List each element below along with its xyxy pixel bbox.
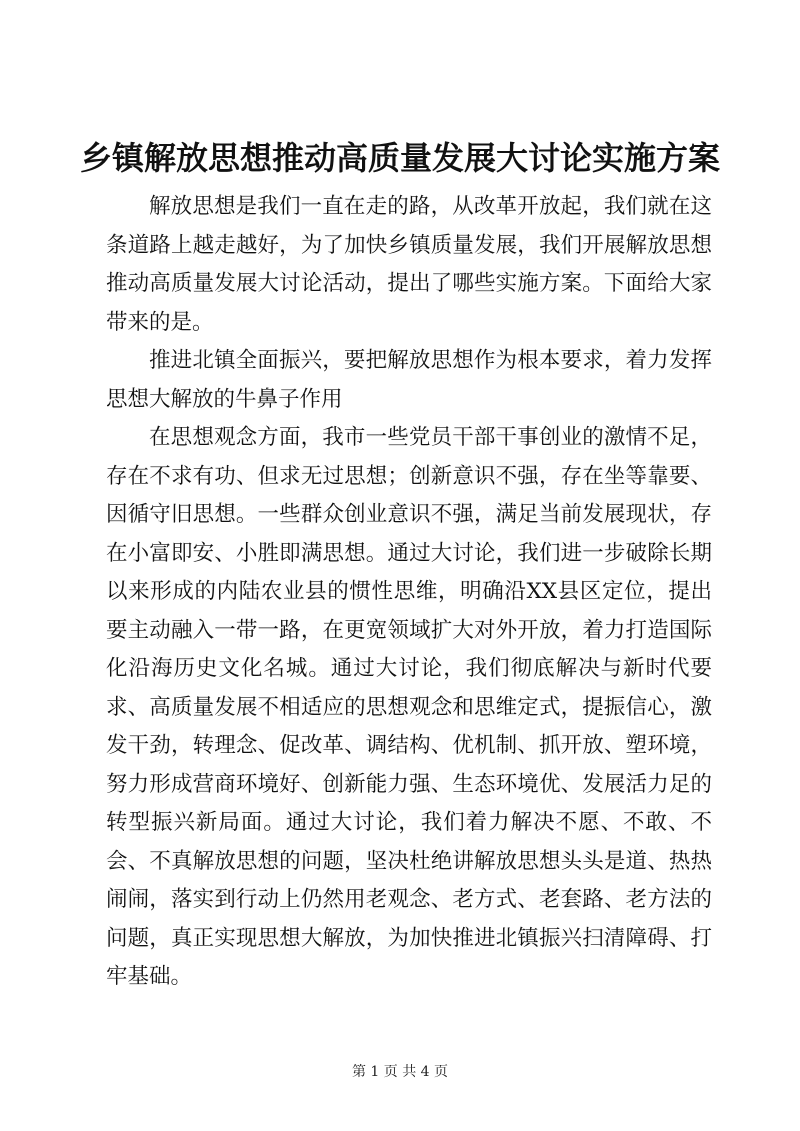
body-paragraph: 解放思想是我们一直在走的路，从改革开放起，我们就在这条道路上越走越好，为了加快乡镇质量发展，我们开展解放思想推动高质量发展大讨论活动，提出了哪些实施方案。下面给大家带来的是。 bbox=[106, 194, 712, 335]
body-paragraph: 在思想观念方面，我市一些党员干部干事创业的激情不足，存在不求有功、但求无过思想；创新意识不强，存在坐等靠要、因循守旧思想。一些群众创业意识不强，满足当前发展现状，存在小富即安、小胜即满思想。通过大讨论，我们进一步破除长期以来形成的内陆农业县的惯性思维，明确沿XX县区定位，提出要主动融入一带一路，在更宽领域扩大对外开放，着力打造国际化沿海历史文化名城。通过大讨论，我们彻底解决与新时代要求、高质量发展不相适应的思想观念和思维定式，提振信心，激发干劲，转理念、促改革、调结构、优机制、抓开放、塑环境，努力形成营商环境好、创新能力强、生态环境优、发展活力足的转型振兴新局面。通过大讨论，我们着力解决不愿、不敢、不会、不真解放思想的问题，坚决杜绝讲解放思想头头是道、热热闹闹，落实到行动上仍然用老观念、老方式、老套路、老方法的问题，真正实现思想大解放，为加快推进北镇振兴扫清障碍、打牢基础。 bbox=[106, 425, 712, 989]
page-number-footer: 第 1 页 共 4 页 bbox=[351, 1064, 449, 1080]
body-paragraph: 推进北镇全面振兴，要把解放思想作为根本要求，着力发挥思想大解放的牛鼻子作用 bbox=[106, 348, 712, 412]
document-body bbox=[106, 188, 712, 997]
document-title: 乡镇解放思想推动高质量发展大讨论实施方案 bbox=[80, 139, 721, 177]
